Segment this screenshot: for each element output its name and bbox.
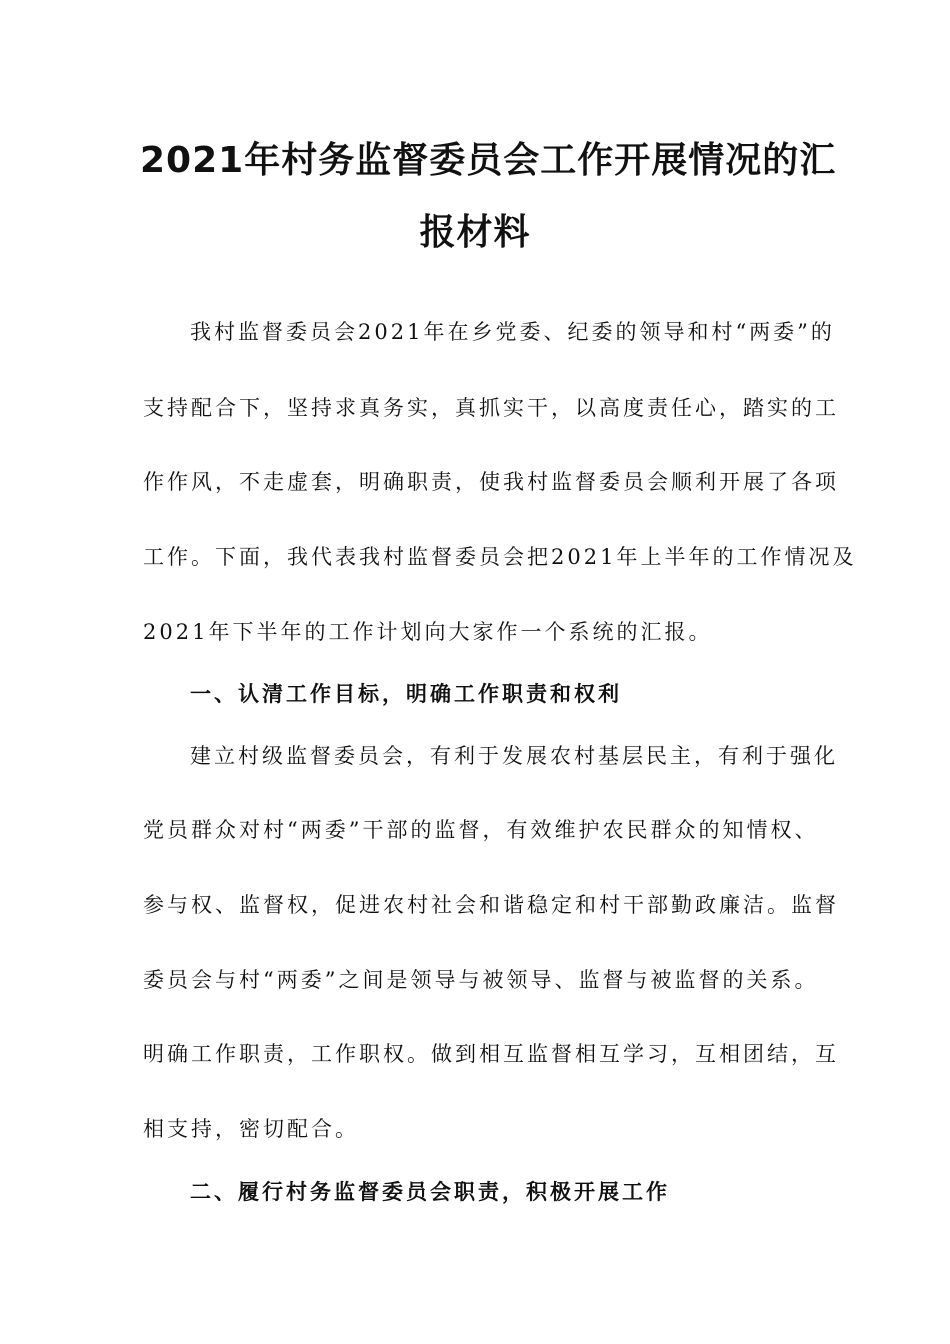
intro-paragraph-line: 我村监督委员会2021年在乡党委、纪委的领导和村“两委”的 [190,320,835,344]
section-2-heading: 二、履行村务监督委员会职责，积极开展工作 [190,1180,670,1204]
intro-paragraph-line: 作作风，不走虚套，明确职责，使我村监督委员会顺利开展了各项 [143,470,839,494]
section-1-heading: 一、认清工作目标，明确工作职责和权利 [190,682,622,706]
section-1-paragraph-line: 党员群众对村“两委”干部的监督，有效维护农民群众的知情权、 [143,818,819,842]
document-title-line-2: 报材料 [419,212,531,253]
document-title-line-1: 2021年村务监督委员会工作开展情况的汇 [140,140,837,181]
intro-paragraph-line: 2021年下半年的工作计划向大家作一个系统的汇报。 [143,620,713,644]
section-1-paragraph-line: 参与权、监督权，促进农村社会和谐稳定和村干部勤政廉洁。监督 [143,893,839,917]
section-1-paragraph-line: 建立村级监督委员会，有利于发展农村基层民主，有利于强化 [190,744,838,768]
section-1-paragraph-line: 明确工作职责，工作职权。做到相互监督相互学习，互相团结，互 [143,1042,839,1066]
intro-paragraph-line: 工作。下面，我代表我村监督委员会把2021年上半年的工作情况及 [143,545,857,569]
section-1-paragraph-line: 委员会与村“两委”之间是领导与被领导、监督与被监督的关系。 [143,968,819,992]
intro-paragraph-line: 支持配合下，坚持求真务实，真抓实干，以高度责任心，踏实的工 [143,396,839,420]
section-1-paragraph-line: 相支持，密切配合。 [143,1117,359,1141]
